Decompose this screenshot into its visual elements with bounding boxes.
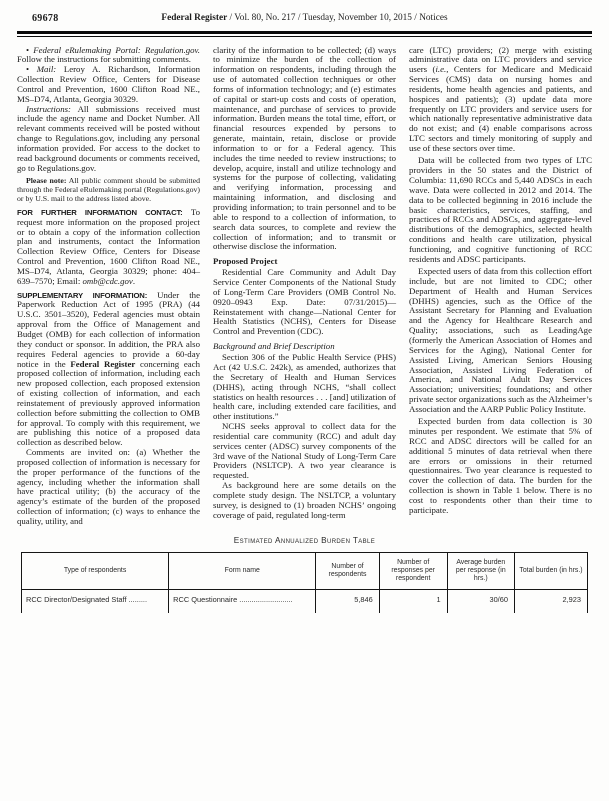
table-cell: 30/60: [447, 590, 514, 614]
text-run: , Centers for Medicare and Medicaid Services (CMS) data on nursing homes and residents, home health agencies and patients, and hospices and patients); (3) update data more frequently on LTC providers and service users for which nationally representative administrative data do not exist; and (4) enable comparisons across LTC sectors and timely monitoring of supply and use of these sectors over time.: [409, 64, 592, 153]
paragraph: [17, 46, 200, 66]
column-header: Form name: [169, 552, 316, 590]
text-run: Mail:: [36, 64, 57, 75]
paragraph: [409, 156, 592, 264]
paragraph: [17, 291, 200, 449]
section-heading: Background and Brief Description: [213, 340, 335, 351]
paragraph: [409, 417, 592, 515]
text-run: Section 306 of the Public Health Service (PHS) Act (42 U.S.C. 242k), as amended, authorizes that the Secretary of Health and Human Services (DHHS), acting through NCHS, “shall collect statistics on health resources . . . [and] utilization of health care, including extended care facilities, and other institutions.”: [213, 352, 396, 422]
masthead-title: Federal Register: [161, 13, 228, 23]
header-rule-thick: [17, 31, 592, 34]
column-header: Number of responses per respondent: [379, 552, 447, 590]
table-header-row: [22, 552, 588, 590]
paragraph: [17, 177, 200, 203]
paragraph: [409, 46, 592, 154]
text-run: As background here are some details on the complete study design. The NSLTCP, a voluntary survey, is designed to (1) broaden NCHS’ ongoing coverage of paid, regulated long-term: [213, 480, 396, 520]
paragraph: [17, 65, 200, 104]
column-header: Type of respondents: [22, 552, 169, 590]
paragraph: [17, 208, 200, 287]
column-header: Total burden (in hrs.): [514, 552, 587, 590]
burden-table: [21, 552, 588, 614]
masthead: [17, 13, 592, 23]
paragraph: [213, 268, 396, 337]
header-rule-thin: [17, 36, 592, 37]
text-column-3: [409, 46, 592, 527]
table-cell: 1: [379, 590, 447, 614]
table-cell: 2,923: [514, 590, 587, 614]
paragraph: [17, 448, 200, 527]
text-run: omb@cdc.gov: [82, 275, 133, 286]
text-run: To request more information on the proposed project or to obtain a copy of the information collection plan and instruments, contact the Information Collection Review Office, Centers for Disease Control and Prevention, 1600 Clifton Road NE., MS–D74, Atlanta, Georgia 30329; phone: 404–639–7570; Email:: [17, 206, 201, 286]
text-run: clarity of the information to be collected; (d) ways to minimize the burden of the collection of information on respondents, including through the use of automated collection techniques or other forms of information technology; and (e) estimates of capital or start-up costs and costs of operation, maintenance, and purchase of services to provide information. Burden means the total time, effort, or financial resources expended by persons to generate, maintain, retain, disclose or provide information to or for a Federal agency. This includes the time needed to review instructions; to develop, acquire, install and utilize technology and systems for the purpose of collecting, validating and verifying information, processing and maintaining information, and disclosing and providing information; to train personnel and to be able to respond to a collection of information, to search data sources, to complete and review the collection of information; and to transmit or otherwise disclose the information.: [213, 44, 396, 252]
paragraph: [213, 46, 396, 253]
paragraph: [409, 267, 592, 415]
text-run: All public comment should be submitted through the Federal eRulemaking portal (Regulations.gov) or by U.S. mail to the address listed above.: [17, 176, 201, 204]
text-run: •: [26, 64, 37, 75]
text-run: Federal Register: [70, 358, 136, 369]
page-number: 69678: [32, 13, 59, 24]
paragraph: [213, 481, 396, 520]
text-run: Follow the instructions for submitting comments.: [17, 54, 191, 65]
text-run: .: [132, 275, 136, 286]
table-cell: RCC Director/Designated Staff .........: [22, 590, 169, 614]
inline-heading: FOR FURTHER INFORMATION CONTACT:: [17, 207, 183, 217]
paragraph: [17, 105, 200, 174]
text-column-2: [213, 46, 396, 527]
table-cell: RCC Questionnaire ..........................: [169, 590, 316, 614]
masthead-issue-info: / Vol. 80, No. 217 / Tuesday, November 10, 2015 / Notices: [227, 13, 448, 23]
text-run: Expected users of data from this collection effort include, but are not limited to CDC; other Department of Health and Human Services (DHHS) agencies, such as the Office of the Assistant Secretary for Planning and Evaluation and the Agency for Healthcare Research and Quality; associations, such as LeadingAge (formerly the American Association of Homes and Services for the Aging), National Center for Assisted Living, American Seniors Housing Association, Assisted Living Federation of America, and National Adult Day Services Association; universities; foundations; and other private sector organizations such as the Alzheimer’s Association and the AARP Public Policy Institute.: [409, 266, 592, 414]
page-header: [17, 13, 592, 28]
text-run: Under the Paperwork Reduction Act of 1995 (PRA) (44 U.S.C. 3501–3520), Federal agencies must obtain approval from the Office of Management and Budget (OMB) for each collection of information they conduct or sponsor. In addition, the PRA also requires Federal agencies to provide a 60-day notice in the: [17, 289, 200, 369]
section-heading: Proposed Project: [213, 255, 278, 266]
text-run: Instructions:: [26, 103, 71, 114]
text-run: Leroy A. Richardson, Information Collection Review Office, Centers for Disease Control and Prevention, 1600 Clifton Road NE., MS–D74, Atlanta, Georgia 30329.: [17, 64, 200, 104]
text-run: Residential Care Community and Adult Day Service Center Components of the National Study of Long-Term Care Providers (OMB Control No. 0920–0943 Exp. Date: 07/31/2015)—Reinstatement with change—National Center for Health Statistics (NCHS), Centers for Disease Control and Prevention (CDC).: [213, 267, 396, 337]
text-run: i.e.: [435, 64, 447, 75]
table-body: [22, 590, 588, 614]
paragraph: [213, 353, 396, 422]
article-body: [17, 46, 592, 527]
text-run: All submissions received must include the agency name and Docket Number. All relevant comments received will be posted without change to Regulations.gov, including any personal information provided. For access to the docket to read background documents or comments received, go to Regulations.gov.: [17, 103, 200, 173]
table-row: [22, 590, 588, 614]
text-run: Expected burden from data collection is 30 minutes per respondent. We estimate that 5% of RCC and ADSC directors will be called for an additional 5 minutes of data retrieval when there are errors or omissions in their returned questionnaires. Two year clearance is requested to cover the collection of data. The burden for the collection is shown in Table 1 below. There is no cost to respondents other than their time to participate.: [409, 416, 592, 515]
column-header: Number of respondents: [316, 552, 379, 590]
text-run: concerning each proposed collection of information, including each new proposed collection, each proposed extension of existing collection of information, and each reinstatement of previously approved information collection before submitting the collection to OMB for approval. To comply with this requirement, we are publishing this notice of a proposed data collection as described below.: [17, 358, 200, 448]
paragraph: [213, 422, 396, 481]
inline-heading: SUPPLEMENTARY INFORMATION:: [17, 290, 148, 300]
text-run: Data will be collected from two types of LTC providers in the 50 states and the District of Columbia: 11,690 RCCs and 5,440 ADSCs in each wave. Data were collected in 2012 and 2014. The data to be collected beginning in 2016 include the basic characteristics, services, staffing, and practices of RCCs and ADSCs, and aggregate-level distributions of the demographics, selected health conditions and health care utilization, physical functioning, and cognitive functioning of RCC residents and ADSC participants.: [409, 155, 592, 264]
text-run: care (LTC) providers; (2) merge with existing administrative data on LTC providers and service users (: [409, 44, 592, 75]
text-run: Federal eRulemaking Portal: Regulation.gov.: [33, 44, 201, 55]
text-run: Please note:: [26, 176, 67, 186]
text-run: •: [26, 44, 34, 55]
text-column-1: [17, 46, 200, 527]
text-run: Comments are invited on: (a) Whether the proposed collection of information is necessary for the proper performance of the functions of the agency, including whether the information shall have practical utility; (b) the accuracy of the agency’s estimate of the burden of the proposed collection of information; (c) ways to enhance the quality, utility, and: [17, 447, 200, 527]
text-run: NCHS seeks approval to collect data for the residential care community (RCC) and adult day services center (ADSC) survey components of the 3rd wave of the National Study of Long-Term Care Providers (NSLTCP). A two year clearance is requested.: [213, 421, 396, 481]
column-header: Average burden per response (in hrs.): [447, 552, 514, 590]
page-bottom-margin: [17, 613, 592, 635]
table-caption: Estimated Annualized Burden Table: [233, 535, 376, 545]
table-cell: 5,846: [316, 590, 379, 614]
